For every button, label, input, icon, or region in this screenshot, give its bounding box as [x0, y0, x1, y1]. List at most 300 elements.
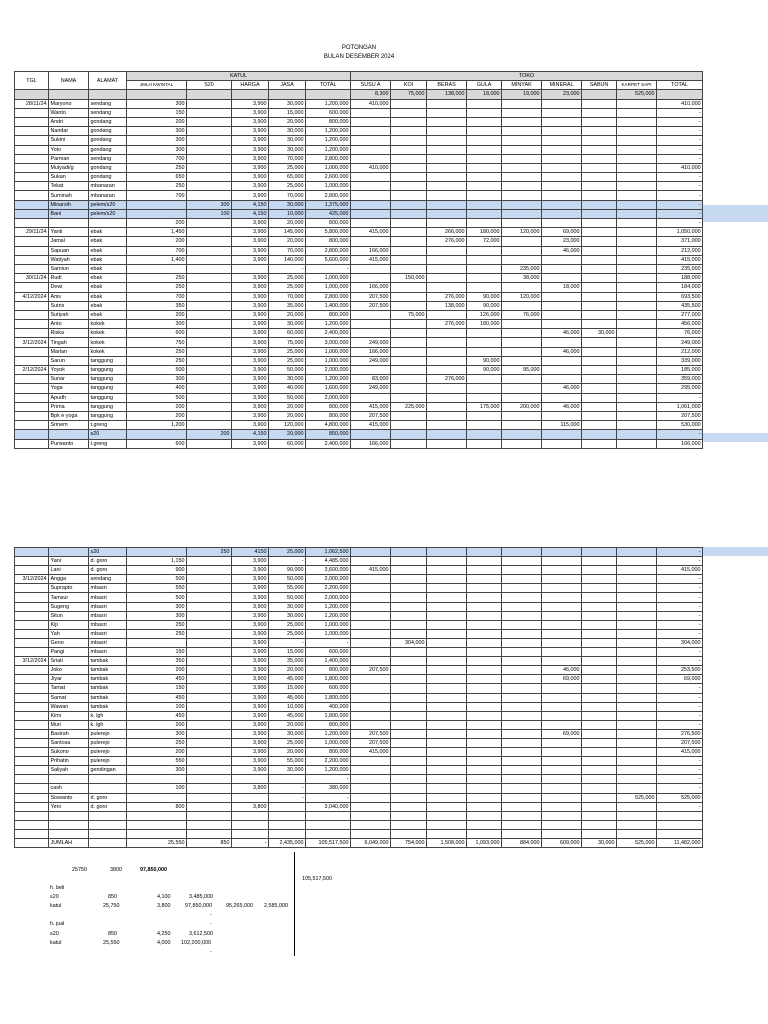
table-cell	[232, 829, 269, 838]
table-cell	[15, 611, 49, 620]
table-cell: tambak	[89, 675, 127, 684]
table-cell: 277,000	[657, 310, 703, 319]
table-cell	[187, 384, 232, 393]
table-row	[15, 320, 703, 329]
table-cell	[187, 657, 232, 666]
table-cell: 69,000	[542, 675, 582, 684]
table-cell: mbanaran	[89, 182, 127, 191]
table-cell	[502, 356, 542, 365]
table-cell: 15,000	[269, 684, 306, 693]
table-cell	[187, 421, 232, 430]
table-cell: 2,400,000	[306, 439, 351, 448]
table-row	[15, 366, 703, 375]
table-cell: 4,800,000	[306, 421, 351, 430]
table-cell	[502, 802, 542, 811]
dash-mark: -	[210, 921, 212, 927]
table-cell: 300	[127, 320, 187, 329]
table-cell	[187, 246, 232, 255]
table-cell: 166,000	[351, 439, 391, 448]
table-cell: 65,000	[269, 173, 306, 182]
table-cell: 1,061,000	[657, 402, 703, 411]
table-cell	[542, 702, 582, 711]
table-cell: 45,000	[269, 675, 306, 684]
table-cell: 30/11/24	[15, 274, 49, 283]
col-s20: S20	[187, 81, 232, 90]
table-cell	[502, 748, 542, 757]
table-cell: -	[657, 209, 703, 218]
table-cell	[427, 411, 467, 420]
table-cell: 371,000	[657, 237, 703, 246]
table-cell	[351, 219, 391, 228]
table-cell: 3,900	[232, 228, 269, 237]
jual-katul-value: 102,200,000	[181, 940, 211, 946]
table-cell	[502, 200, 542, 209]
table-cell	[427, 274, 467, 283]
table-cell	[582, 766, 617, 775]
table-cell: 90,000	[467, 366, 502, 375]
table-cell	[427, 283, 467, 292]
table-cell	[427, 602, 467, 611]
table-cell: 400,000	[306, 702, 351, 711]
table-cell	[351, 802, 391, 811]
table-cell	[427, 820, 467, 829]
table-cell	[187, 638, 232, 647]
table-cell: 70,000	[269, 292, 306, 301]
potongan-table-2	[14, 547, 703, 848]
table-cell	[617, 200, 657, 209]
table-cell: mbasri	[89, 638, 127, 647]
table-cell	[391, 347, 427, 356]
table-cell	[391, 292, 427, 301]
table-cell	[427, 620, 467, 629]
table-cell	[187, 117, 232, 126]
table-cell	[542, 784, 582, 793]
table-cell	[15, 693, 49, 702]
table-cell	[187, 136, 232, 145]
table-cell	[542, 301, 582, 310]
table-cell: -	[657, 575, 703, 584]
table-cell: -	[657, 775, 703, 784]
table-cell	[542, 738, 582, 747]
table-cell: -	[657, 711, 703, 720]
table-cell	[187, 757, 232, 766]
table-cell	[391, 657, 427, 666]
table-cell	[187, 611, 232, 620]
rate-karpet: 525,000	[617, 90, 657, 99]
table-cell	[187, 237, 232, 246]
table-cell	[127, 264, 187, 273]
table-cell: 1,200,000	[306, 602, 351, 611]
table-cell: 3,900	[232, 310, 269, 319]
table-cell: Angga	[49, 575, 89, 584]
table-cell	[351, 145, 391, 154]
table-cell: -	[657, 200, 703, 209]
table-cell: -	[657, 191, 703, 200]
table-cell	[306, 829, 351, 838]
table-cell: 3,900	[232, 575, 269, 584]
table-row	[15, 393, 703, 402]
table-cell: 166,000	[351, 246, 391, 255]
table-cell	[391, 421, 427, 430]
table-cell: 25,000	[269, 620, 306, 629]
table-cell: 1,000,000	[306, 620, 351, 629]
table-cell	[467, 620, 502, 629]
table-cell: 207,500	[351, 738, 391, 747]
table-cell	[127, 209, 187, 218]
table-cell	[502, 127, 542, 136]
table-cell	[542, 566, 582, 575]
table-cell	[542, 209, 582, 218]
table-cell	[15, 829, 49, 838]
table-cell	[542, 638, 582, 647]
table-cell	[502, 675, 542, 684]
table-cell: Tingah	[49, 338, 89, 347]
table-cell: 72,000	[467, 237, 502, 246]
table-cell: 500	[127, 393, 187, 402]
table-cell: 3,000,000	[306, 338, 351, 347]
beli-sum: 95,265,000	[226, 903, 253, 909]
table-cell: 50,000	[269, 366, 306, 375]
table-cell	[582, 566, 617, 575]
table-cell: 249,000	[657, 338, 703, 347]
table-cell: 3/12/2024	[15, 575, 49, 584]
table-cell	[427, 108, 467, 117]
table-cell: 3,900	[232, 584, 269, 593]
table-cell: Tekat	[49, 182, 89, 191]
table-cell	[467, 775, 502, 784]
table-cell	[542, 356, 582, 365]
table-cell	[427, 421, 467, 430]
table-cell: 138,000	[427, 301, 467, 310]
table-cell: 60,000	[269, 329, 306, 338]
table-cell	[542, 575, 582, 584]
table-cell	[617, 154, 657, 163]
table-cell: Yoga	[49, 384, 89, 393]
table-cell: -	[657, 584, 703, 593]
table-cell	[582, 108, 617, 117]
table-cell	[15, 173, 49, 182]
table-cell	[391, 301, 427, 310]
table-cell: Yani	[49, 557, 89, 566]
table-cell	[542, 191, 582, 200]
table-cell	[427, 766, 467, 775]
table-cell	[502, 154, 542, 163]
table-cell	[617, 219, 657, 228]
table-cell: 3,900	[232, 593, 269, 602]
table-cell	[351, 684, 391, 693]
harga-jual-label: h. jual	[50, 921, 65, 927]
table-cell	[15, 219, 49, 228]
table-cell: 4150	[232, 548, 269, 557]
table-cell: mbasri	[89, 629, 127, 638]
table-cell: 105,517,500	[306, 839, 351, 848]
table-cell: 90,000	[467, 301, 502, 310]
table-cell	[582, 711, 617, 720]
table-cell	[617, 757, 657, 766]
table-cell	[187, 575, 232, 584]
table-cell: pelem/s20	[89, 209, 127, 218]
table-cell	[187, 738, 232, 747]
table-cell	[617, 611, 657, 620]
table-cell	[306, 820, 351, 829]
table-cell	[15, 602, 49, 611]
table-cell: 115,000	[542, 421, 582, 430]
table-cell	[127, 820, 187, 829]
table-cell: Marlan	[49, 347, 89, 356]
table-cell	[351, 820, 391, 829]
table-cell	[391, 629, 427, 638]
table-cell	[617, 163, 657, 172]
table-cell	[582, 310, 617, 319]
table-cell: mbasri	[89, 593, 127, 602]
table-cell	[351, 793, 391, 802]
table-cell: Yoto	[49, 145, 89, 154]
table-cell: 3,900	[232, 629, 269, 638]
beli-katul-label: katul	[50, 903, 62, 909]
table-cell: Pangi	[49, 648, 89, 657]
table-cell	[187, 784, 232, 793]
table-cell: 2,800,000	[306, 292, 351, 301]
jual-s20-price: 4,250	[157, 931, 171, 937]
table-cell	[391, 136, 427, 145]
table-row	[15, 748, 703, 757]
table-cell	[351, 127, 391, 136]
table-cell: tanggung	[89, 402, 127, 411]
table-cell: 25,000	[269, 738, 306, 747]
table-cell: 1,400	[127, 255, 187, 264]
table-cell: Anis	[49, 292, 89, 301]
table-cell	[542, 182, 582, 191]
table-cell: 3,900	[232, 356, 269, 365]
table-cell: 2,200,000	[306, 584, 351, 593]
table-cell	[187, 675, 232, 684]
table-cell: 90,000	[467, 356, 502, 365]
table-cell: 25,000	[269, 283, 306, 292]
table-cell: 20,000	[269, 748, 306, 757]
table-cell: tanggung	[89, 366, 127, 375]
table-cell: 1,050,000	[657, 228, 703, 237]
table-cell: 300	[127, 99, 187, 108]
table-cell	[391, 338, 427, 347]
table-cell: 700	[127, 154, 187, 163]
table-cell	[617, 657, 657, 666]
table-cell	[15, 638, 49, 647]
summary-divider	[294, 852, 295, 956]
table-row	[15, 136, 703, 145]
table-cell: 200	[127, 402, 187, 411]
table-cell	[351, 366, 391, 375]
table-cell	[617, 820, 657, 829]
table-cell	[15, 757, 49, 766]
table-cell: -	[306, 638, 351, 647]
table-cell	[427, 693, 467, 702]
table-cell: 700	[127, 292, 187, 301]
table-cell: kokek	[89, 338, 127, 347]
table-cell	[467, 629, 502, 638]
table-cell: 29/11/24	[15, 228, 49, 237]
table-cell: 2,800,000	[306, 154, 351, 163]
price-row	[15, 90, 703, 99]
table-cell: 525,000	[617, 839, 657, 848]
table-cell	[15, 347, 49, 356]
table-cell	[657, 811, 703, 820]
table-cell	[617, 145, 657, 154]
table-cell	[542, 584, 582, 593]
table-cell	[582, 384, 617, 393]
table-cell: -	[657, 784, 703, 793]
table-cell	[427, 136, 467, 145]
table-cell: 609,000	[542, 839, 582, 848]
table-cell	[49, 219, 89, 228]
table-cell: Nandar	[49, 127, 89, 136]
table-cell	[15, 802, 49, 811]
table-cell	[15, 246, 49, 255]
table-cell	[582, 657, 617, 666]
table-cell: 46,000	[542, 329, 582, 338]
table-cell	[542, 720, 582, 729]
table-cell	[582, 200, 617, 209]
table-cell: ebak	[89, 246, 127, 255]
table-row	[15, 611, 703, 620]
table-cell	[582, 784, 617, 793]
table-cell	[351, 675, 391, 684]
table-row	[15, 219, 703, 228]
table-cell: 276,000	[427, 292, 467, 301]
table-cell	[467, 347, 502, 356]
table-cell: 1,000,000	[306, 283, 351, 292]
table-cell: tambak	[89, 684, 127, 693]
table-cell: k. lgh	[89, 711, 127, 720]
table-cell	[502, 182, 542, 191]
table-cell: 10,000	[269, 702, 306, 711]
table-cell	[582, 675, 617, 684]
table-cell: tambak	[89, 666, 127, 675]
table-cell	[187, 684, 232, 693]
page-title: POTONGAN	[341, 45, 377, 51]
dash-mark: -	[210, 949, 212, 955]
table-cell	[15, 421, 49, 430]
table-cell: 3,900	[232, 182, 269, 191]
table-cell	[15, 620, 49, 629]
table-cell	[582, 557, 617, 566]
table-cell: 600,000	[306, 108, 351, 117]
table-cell: 250	[127, 182, 187, 191]
table-cell	[391, 711, 427, 720]
table-cell	[617, 402, 657, 411]
table-cell	[467, 136, 502, 145]
table-cell	[187, 602, 232, 611]
table-cell	[502, 766, 542, 775]
table-cell: 339,000	[657, 356, 703, 365]
table-cell	[582, 301, 617, 310]
table-cell: 40,000	[269, 384, 306, 393]
table-cell	[467, 99, 502, 108]
table-cell	[351, 173, 391, 182]
table-cell	[617, 329, 657, 338]
table-cell: 70,000	[269, 154, 306, 163]
table-cell	[391, 775, 427, 784]
table-cell	[15, 356, 49, 365]
table-row	[15, 557, 703, 566]
table-cell: 3,600,000	[306, 566, 351, 575]
table-cell: -	[657, 657, 703, 666]
table-cell	[15, 557, 49, 566]
summary-value: 97,850,000	[140, 867, 167, 873]
table-cell	[15, 593, 49, 602]
table-cell	[391, 811, 427, 820]
table-cell	[582, 274, 617, 283]
table-cell	[617, 228, 657, 237]
table-cell: 3,900	[232, 255, 269, 264]
rate-beras: 138,000	[427, 90, 467, 99]
table-cell: ebak	[89, 274, 127, 283]
table-cell	[542, 829, 582, 838]
table-cell	[582, 347, 617, 356]
table-cell	[187, 439, 232, 448]
table-cell: Muri	[49, 720, 89, 729]
table-cell	[187, 811, 232, 820]
table-cell: Sukan	[49, 173, 89, 182]
table-cell	[391, 182, 427, 191]
table-cell	[542, 127, 582, 136]
table-cell	[187, 766, 232, 775]
table-cell	[542, 775, 582, 784]
table-cell: 1,450	[127, 228, 187, 237]
table-cell: Srinem	[49, 421, 89, 430]
table-cell	[617, 720, 657, 729]
table-cell: gondang	[89, 127, 127, 136]
table-cell	[467, 255, 502, 264]
summary-grand-total: 105,517,500	[302, 876, 332, 882]
table-cell: 304,000	[391, 638, 427, 647]
table-row	[15, 182, 703, 191]
table-cell	[467, 430, 502, 439]
beli-katul-qty: 25,750	[103, 903, 120, 909]
table-row	[15, 384, 703, 393]
table-cell: 120,000	[502, 292, 542, 301]
table-cell: 800	[127, 802, 187, 811]
table-cell	[582, 430, 617, 439]
table-cell	[49, 829, 89, 838]
table-cell: mbasri	[89, 648, 127, 657]
table-cell	[617, 411, 657, 420]
table-cell	[542, 200, 582, 209]
table-row	[15, 738, 703, 747]
table-cell	[391, 566, 427, 575]
table-row	[15, 329, 703, 338]
table-cell	[15, 108, 49, 117]
table-cell	[427, 675, 467, 684]
table-cell: 3,900	[232, 657, 269, 666]
table-cell: 150,000	[391, 274, 427, 283]
table-cell: 75,000	[269, 338, 306, 347]
table-cell	[427, 784, 467, 793]
table-cell: 166,000	[657, 439, 703, 448]
table-cell	[15, 439, 49, 448]
table-row	[15, 629, 703, 638]
table-cell: 600,000	[306, 684, 351, 693]
table-cell: JUMLAH	[49, 839, 89, 848]
table-cell	[391, 246, 427, 255]
table-cell	[391, 593, 427, 602]
table-cell: 900	[127, 566, 187, 575]
table-cell	[582, 117, 617, 126]
table-cell: 415,000	[657, 566, 703, 575]
table-cell	[617, 347, 657, 356]
table-cell	[617, 811, 657, 820]
table-cell	[187, 145, 232, 154]
table-cell	[542, 766, 582, 775]
